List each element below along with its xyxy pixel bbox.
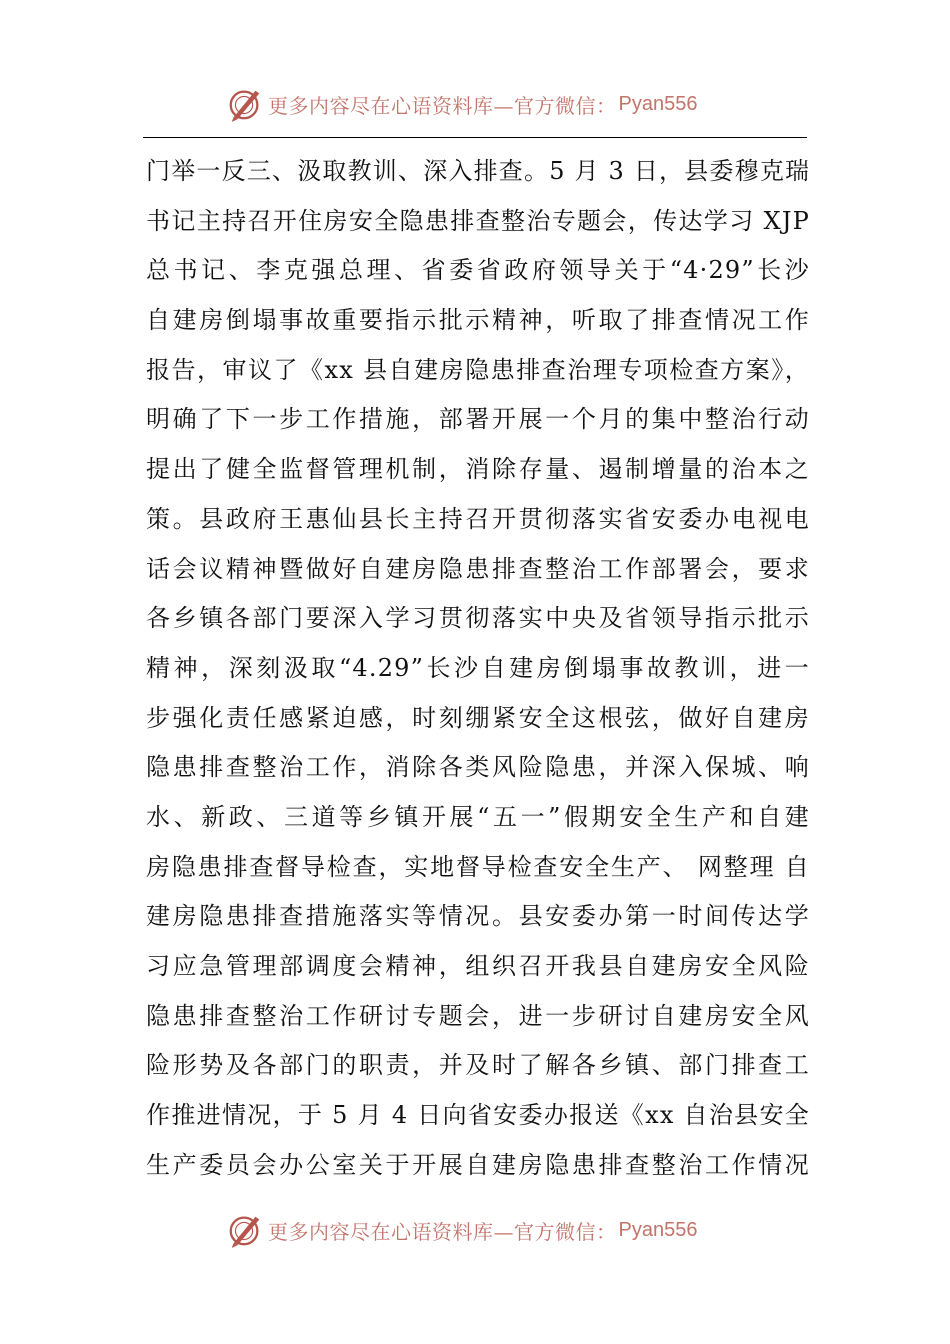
text-line: 房隐患排查督导检查，实地督导检查安全生产、 网整理 自: [146, 852, 810, 881]
wechat-id: Pyan556: [618, 1218, 698, 1241]
text-line: 明确了下一步工作措施，部署开展一个月的集中整治行动: [146, 405, 810, 434]
text-line: 建房隐患排查措施落实等情况。县安委办第一时间传达学: [146, 902, 810, 931]
text-line: 话会议精神暨做好自建房隐患排查整治工作部署会，要求: [146, 554, 810, 583]
pen-circle-logo-icon: [226, 1211, 264, 1249]
text-line: 书记主持召开住房安全隐患排查整治专题会，传达学习 XJP: [146, 206, 810, 235]
header-banner: [226, 84, 746, 124]
text-line: 习应急管理部调度会精神，组织召开我县自建房安全风险: [146, 952, 810, 980]
footer-banner: [226, 1210, 746, 1250]
text-line: 作推进情况，于 5 月 4 日向省安委办报送《xx 自治县安全: [146, 1101, 810, 1130]
text-line: 自建房倒塌事故重要指示批示精神，听取了排查情况工作: [146, 306, 810, 335]
body-text: [146, 147, 810, 1190]
text-line: 各乡镇各部门要深入学习贯彻落实中央及省领导指示批示: [146, 604, 810, 633]
text-line: 险形势及各部门的职责，并及时了解各乡镇、部门排查工: [146, 1051, 810, 1080]
text-line: 总书记、李克强总理、省委省政府领导关于“4·29”长沙: [146, 256, 810, 285]
banner-text: 更多内容尽在心语资料库—官方微信：: [268, 1219, 617, 1244]
wechat-id: Pyan556: [618, 92, 698, 115]
text-line: 精神，深刻汲取“4.29”长沙自建房倒塌事故教训，进一: [146, 653, 810, 682]
text-line: 水、新政、三道等乡镇开展“五一”假期安全生产和自建: [146, 802, 810, 831]
text-line: 隐患排查整治工作研讨专题会，进一步研讨自建房安全风: [146, 1001, 810, 1030]
banner-text: 更多内容尽在心语资料库—官方微信：: [268, 93, 617, 118]
header-divider: [143, 137, 807, 138]
text-line: 策。县政府王惠仙县长主持召开贯彻落实省安委办电视电: [146, 504, 810, 533]
text-line: 步强化责任感紧迫感，时刻绷紧安全这根弦，做好自建房: [146, 703, 810, 732]
pen-circle-logo-icon: [226, 85, 264, 123]
text-line: 隐患排查整治工作，消除各类风险隐患，并深入保城、响: [146, 753, 810, 782]
text-line: 生产委员会办公室关于开展自建房隐患排查整治工作情况: [146, 1150, 810, 1179]
text-line: 报告，审议了《xx 县自建房隐患排查治理专项检查方案》，: [146, 355, 810, 384]
text-line: 提出了健全监督管理机制，消除存量、遏制增量的治本之: [146, 455, 810, 484]
text-line: 门举一反三、汲取教训、深入排查。5 月 3 日，县委穆克瑞: [146, 157, 811, 185]
